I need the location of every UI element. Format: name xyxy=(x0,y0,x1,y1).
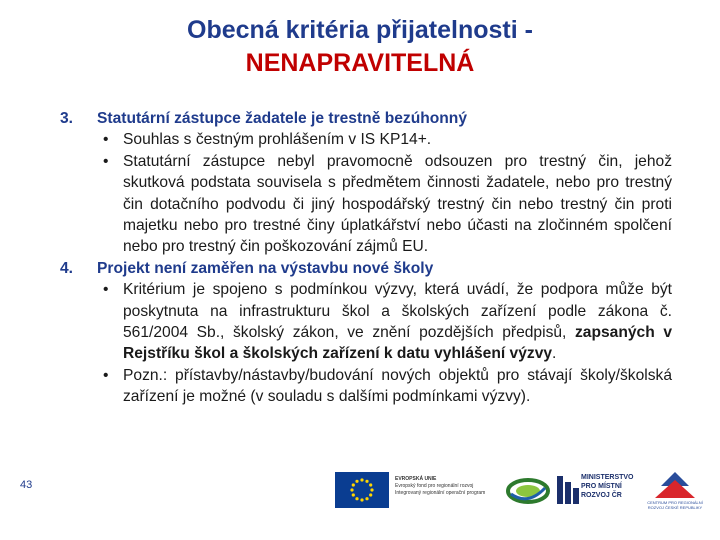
bullet-icon: • xyxy=(103,131,109,149)
criteria-list xyxy=(60,108,672,408)
eu-text-line: Integrovaný regionální operační program xyxy=(395,490,486,496)
eu-text xyxy=(395,476,495,497)
criterion-number: 4. xyxy=(60,259,74,277)
criterion-heading: Statutární zástupce žadatele je trestně bezúhonný xyxy=(97,110,468,127)
criterion-3 xyxy=(60,108,672,258)
eu-flag-icon xyxy=(335,472,389,508)
bullet-text: Statutární zástupce nebyl pravomocně odsouzen pro trestný čin, jehož skutková podstata souvisela s předmětem činnosti žadatele, nebo pro trestný čin dotačního podvodu či jiný hospodářský trestný čin nebo trestný čin proti majetku nebo pro trestné činy úplatkářství nebo účasti na zločinném spolčení nebo pro trestný čin poškozování zájmů EU. xyxy=(123,152,672,256)
bullet-text: Kritérium je spojeno s podmínkou výzvy, která uvádí, že podpora může být poskytnuta na infrastrukturu škol a školských zařízení podle zákona č. 561/2004 Sb., školský zákon, ve znění pozdějších předpisů, xyxy=(123,281,672,342)
bullet-text-bold: zapsaných v Rejstříku škol a školských zařízení k datu vyhlášení výzvy xyxy=(123,324,672,363)
criterion-heading: Projekt není zaměřen na výstavbu nové školy xyxy=(97,259,434,277)
crr-text: CENTRUM PRO REGIONÁLNÍ ROZVOJ ČESKÉ REPUBLIKY xyxy=(647,500,703,510)
criterion-4 xyxy=(60,258,672,408)
criterion-bullets xyxy=(97,129,672,257)
slide-title xyxy=(0,14,720,80)
mmr-text-line: PRO MÍSTNÍ xyxy=(581,483,622,490)
bullet-text: Pozn.: přístavby/nástavby/budování nových objektů pro stávají školy/školská zařízení je možné (v souladu s dalšími podmínkami výzvy). xyxy=(123,366,672,406)
bullet-item xyxy=(97,129,672,150)
mmr-text-line: ROZVOJ ČR xyxy=(581,492,622,499)
crr-logo-icon xyxy=(645,470,705,500)
bullet-icon: • xyxy=(103,281,109,299)
title-line-2: NENAPRAVITELNÁ xyxy=(245,49,475,77)
bullet-icon: • xyxy=(103,366,109,384)
bullet-icon: • xyxy=(103,152,109,170)
mmr-text-line: MINISTERSTVO xyxy=(581,474,634,481)
bullet-item xyxy=(97,151,672,258)
bullet-text: . xyxy=(552,345,557,363)
criterion-bullets xyxy=(97,279,672,407)
bullet-item xyxy=(97,279,672,365)
iroz-logo-icon xyxy=(505,472,551,508)
bullet-text: Souhlas s čestným prohlášením v IS KP14+. xyxy=(123,131,432,149)
title-line-1: Obecná kritéria přijatelnosti - xyxy=(187,16,533,44)
eu-text-line: Evropský fond pro regionální rozvoj xyxy=(395,483,474,489)
criterion-number: 3. xyxy=(60,110,74,127)
eu-text-line: EVROPSKÁ UNIE xyxy=(395,476,437,482)
mmr-text xyxy=(581,473,634,500)
page-number: 43 xyxy=(20,479,33,491)
bullet-item xyxy=(97,365,672,408)
footer-logos xyxy=(325,470,715,510)
crr-logo xyxy=(645,470,705,510)
mmr-logo-icon xyxy=(557,476,579,504)
